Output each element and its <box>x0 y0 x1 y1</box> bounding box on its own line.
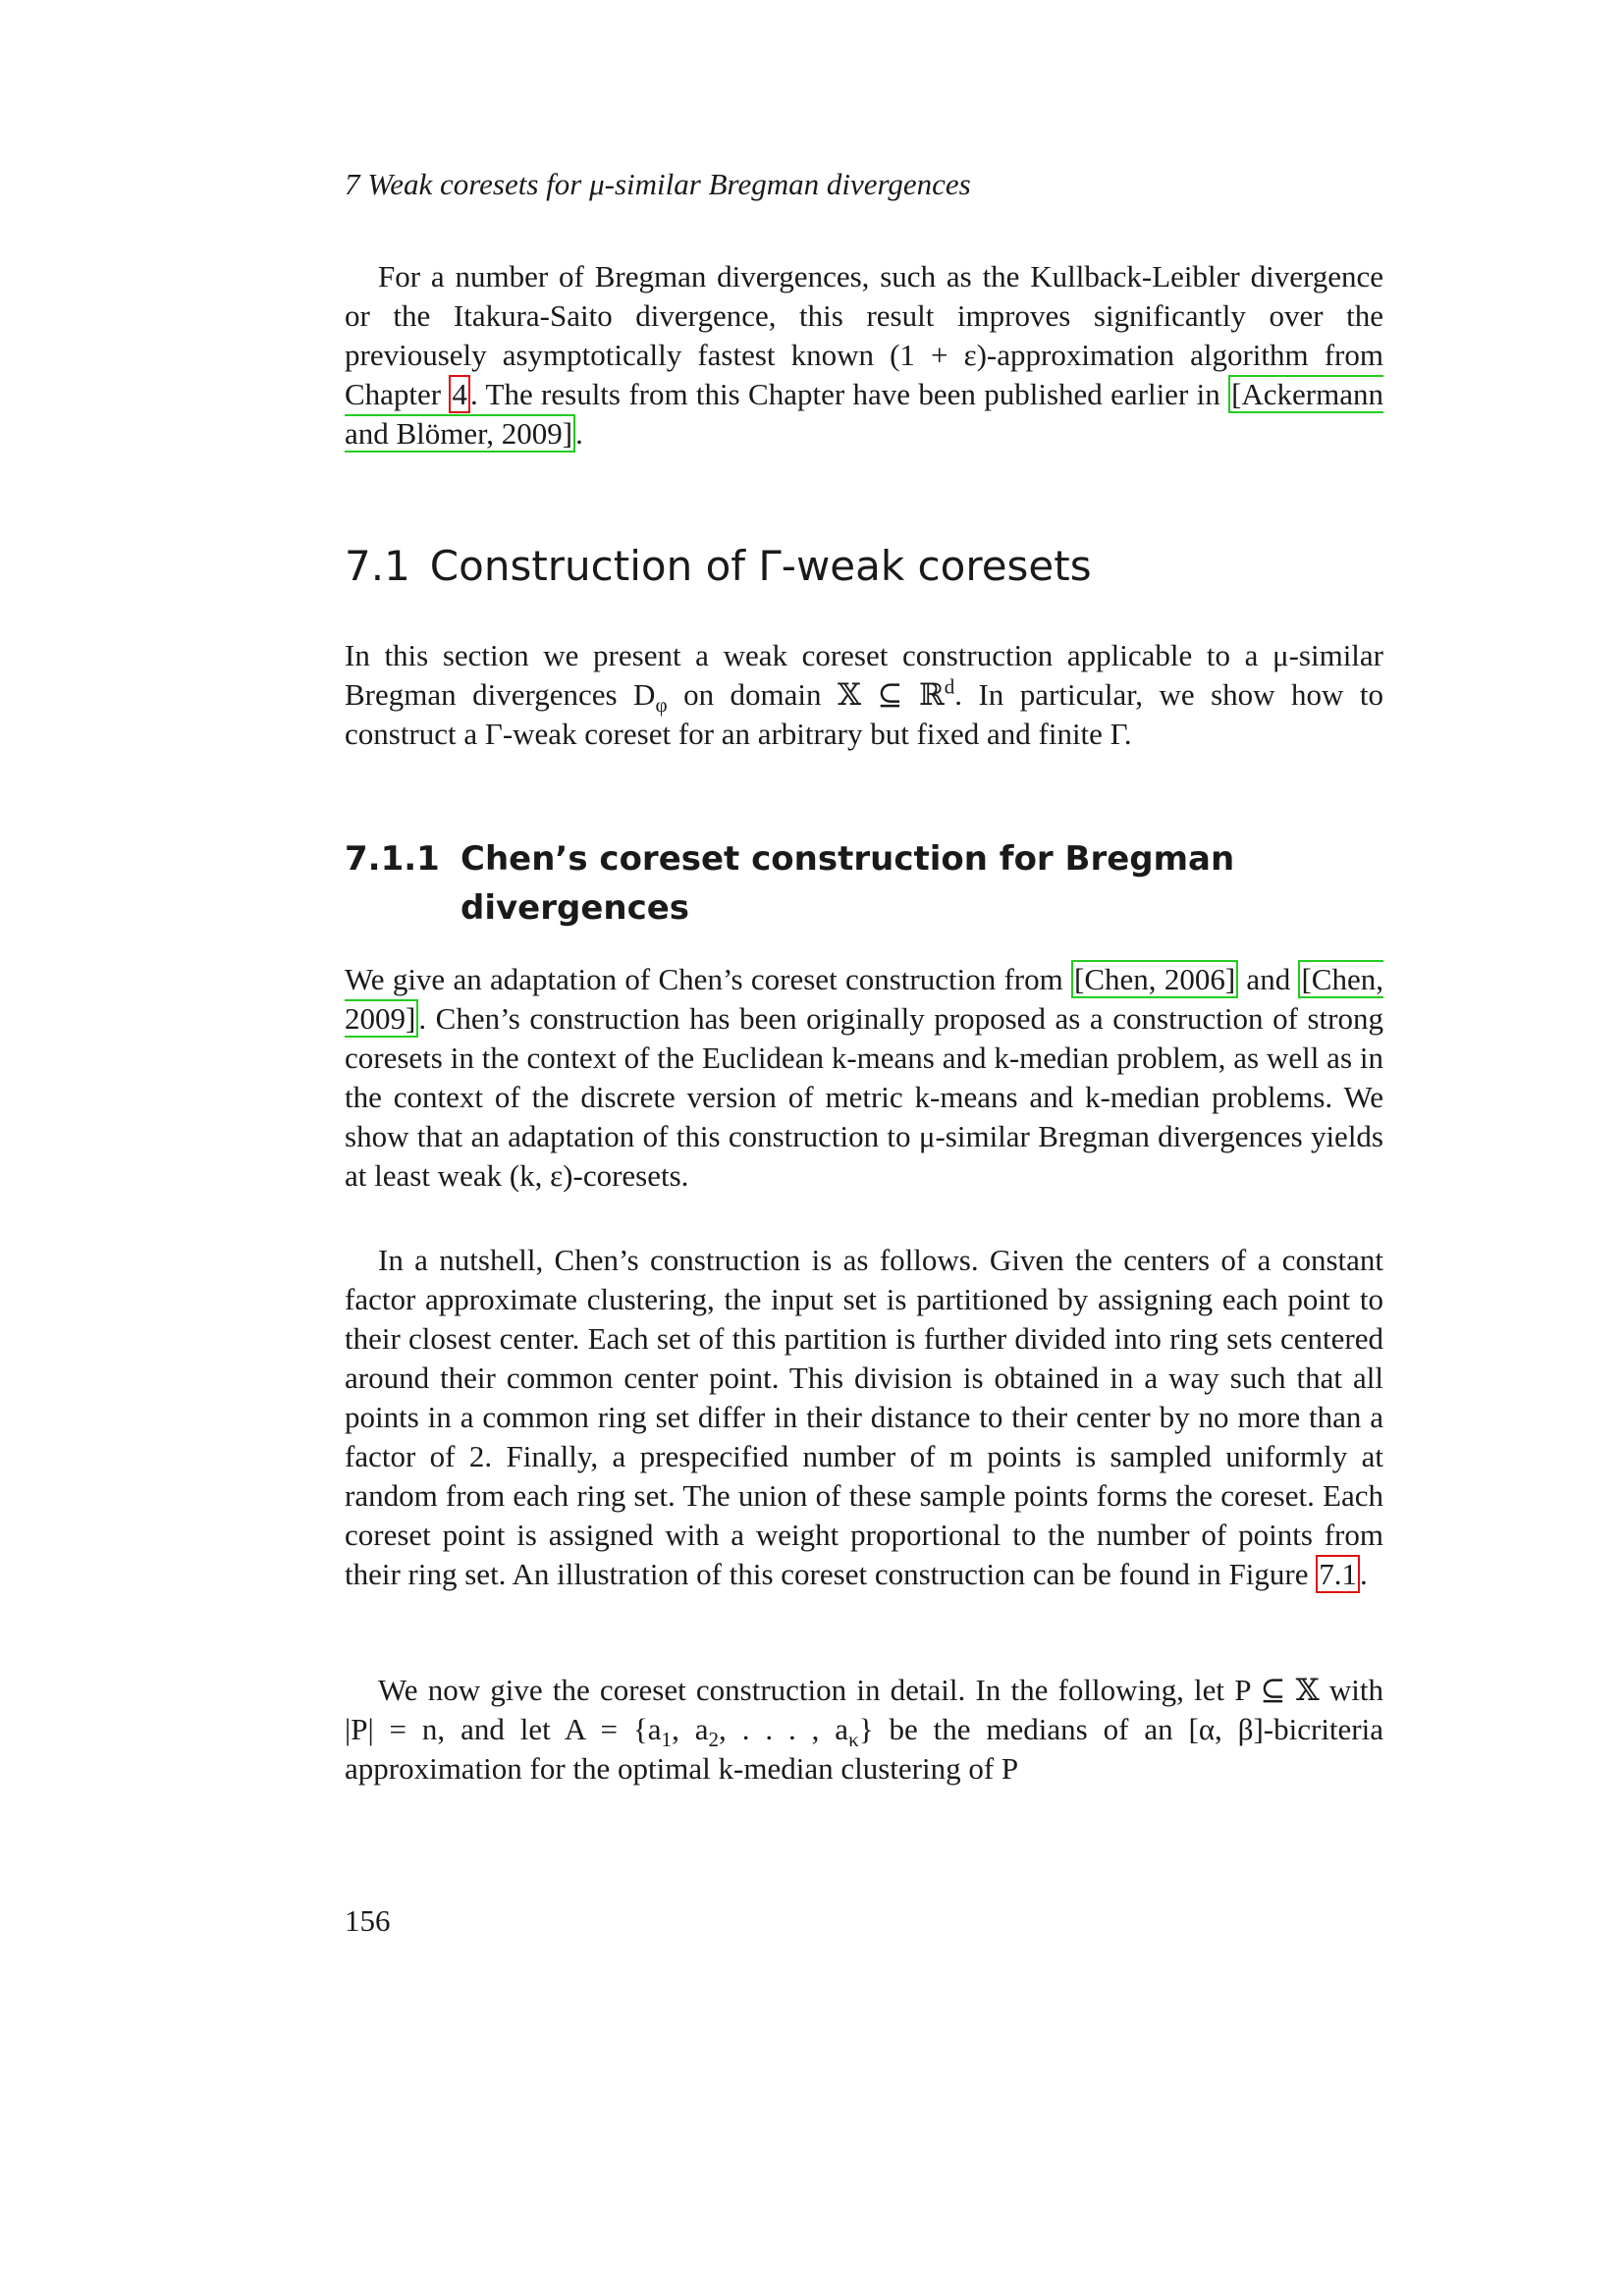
section-number: 7.1 <box>345 542 410 590</box>
figure-link[interactable]: 7.1 <box>1316 1555 1360 1593</box>
d-superscript: d <box>944 674 955 699</box>
section-title: Construction of Γ-weak coresets <box>429 542 1092 590</box>
subscript-2: 2 <box>708 1728 720 1752</box>
chen-adaptation-paragraph <box>345 960 1383 1196</box>
para5-text-d: } be the medians of an [α, β]-bicriteria approximation for the optimal k-median clustering of P <box>345 1712 1384 1786</box>
para2-text-a: In this section we present a weak coreset construction applicable to a μ-similar Bregman divergences D <box>345 638 1383 712</box>
para3-text-a: We give an adaptation of Chen’s coreset construction from <box>345 962 1072 996</box>
intro-paragraph <box>345 257 1383 454</box>
phi-subscript: φ <box>655 693 668 718</box>
running-head: 7 Weak coresets for μ-similar Bregman divergences <box>345 167 971 201</box>
page-number: 156 <box>345 1903 391 1938</box>
citation-link-chen-2006[interactable]: [Chen, 2006] <box>1071 960 1238 998</box>
subscript-1: 1 <box>661 1728 673 1752</box>
citation-link-ackermann-bloemer[interactable]: [Ackermann and Blömer, 2009] <box>345 377 1383 451</box>
para5-text-a: We now give the coreset construction in detail. In the following, let P ⊆ 𝕏 with |P| = n, and let A = {a <box>345 1673 1383 1746</box>
para5-text-b: , a <box>672 1712 709 1746</box>
para4-text-b: . <box>1359 1557 1368 1591</box>
subscript-kappa: κ <box>848 1728 859 1752</box>
subsection-number: 7.1.1 <box>345 839 440 879</box>
citation-link-chen-2009[interactable]: [Chen, 2009] <box>345 962 1383 1036</box>
para1-text-b: . The results from this Chapter have been published earlier in <box>469 377 1229 411</box>
para2-text-c: . In particular, we show how to construct a Γ-weak coreset for an arbitrary but fixed and finite Γ. <box>345 677 1383 751</box>
subsection-title: Chen’s coreset construction for Bregman divergences <box>460 839 1235 928</box>
section-intro-paragraph <box>345 636 1383 754</box>
subsection-heading <box>345 834 1383 933</box>
para3-text-b: and <box>1238 962 1299 996</box>
para1-text-c: . <box>575 416 583 451</box>
para2-text-b: on domain 𝕏 ⊆ ℝ <box>667 677 945 712</box>
nutshell-paragraph <box>345 1241 1383 1594</box>
chapter-link[interactable]: 4 <box>449 375 470 413</box>
para3-text-c: . Chen’s construction has been originally proposed as a construction of strong coresets in the context of the Euclidean k-means and k-median problem, as well as in the context of the discrete version of metric k-means and k-median problems. We show that an adaptation of this construction to μ-similar Bregman divergences yields at least weak (k, ε)-coresets. <box>345 1001 1383 1193</box>
section-heading <box>345 540 1092 593</box>
detail-paragraph <box>345 1671 1383 1789</box>
para4-text-a: In a nutshell, Chen’s construction is as follows. Given the centers of a constant factor approximate clustering, the input set is partitioned by assigning each point to their closest center. Each set of this partition is further divided into ring sets centered around their common center point. This division is obtained in a way such that all points in a common ring set differ in their distance to their center by no more than a factor of 2. Finally, a prespecified number of m points is sampled uniformly at random from each ring set. The union of these sample points forms the coreset. Each coreset point is assigned with a weight proportional to the number of points from their ring set. An illustration of this coreset construction can be found in Figure <box>345 1243 1383 1591</box>
para1-text-a: For a number of Bregman divergences, such as the Kullback-Leibler divergence or the Itakura-Saito divergence, this result improves significantly over the previousely asymptotically fastest known (1 + ε)-approximation algorithm from Chapter <box>345 259 1383 411</box>
para5-text-c: , . . . , a <box>719 1712 849 1746</box>
